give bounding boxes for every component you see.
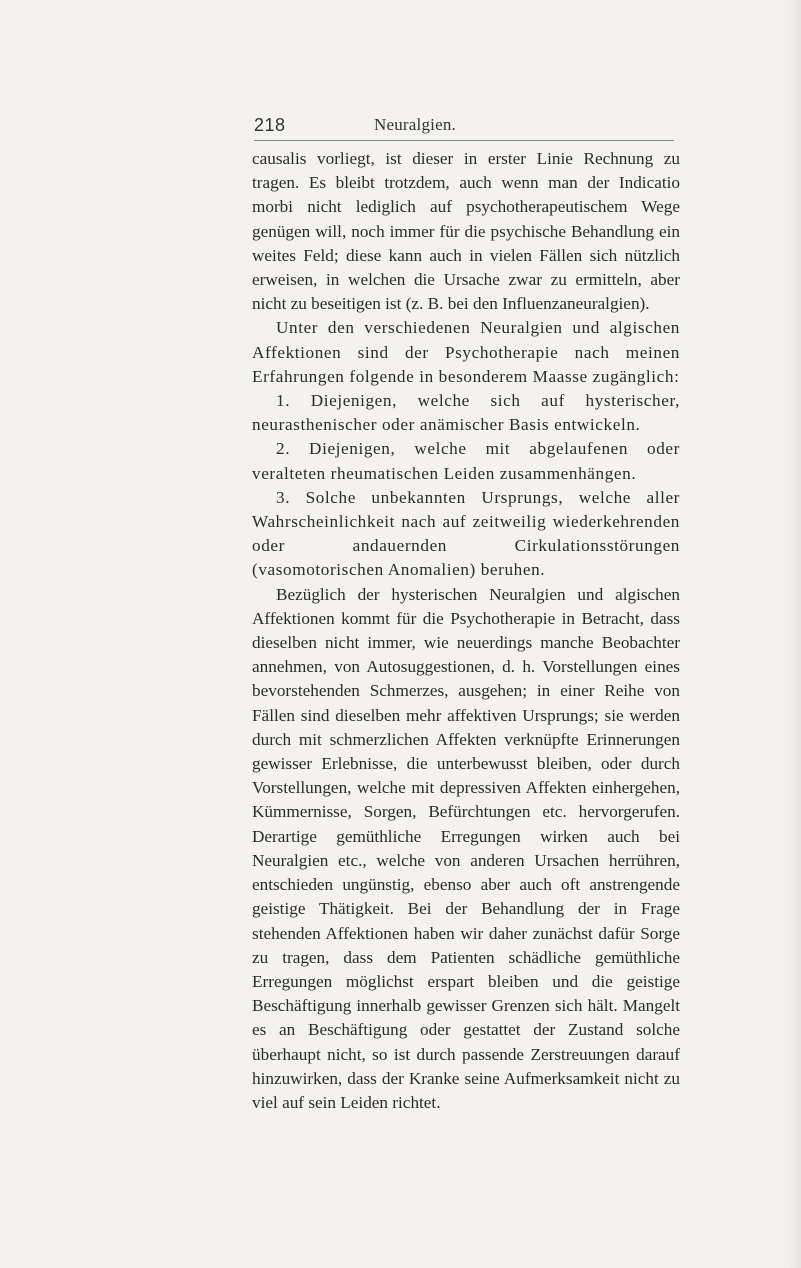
running-title: Neuralgien. [374,115,456,134]
body-text [252,147,680,1115]
running-header [254,115,674,139]
page-number: 218 [254,115,286,135]
page-edge-shadow [787,0,801,1268]
list-item-1: 1. Diejenigen, welche sich auf hysterischer, neurasthenischer oder anämischer Basis entwickeln. [252,391,680,435]
list-item-3: 3. Solche unbekannten Ursprungs, welche aller Wahrscheinlichkeit nach auf zeitweilig wiederkehrenden oder andauernden Cirkulationsstörungen (vasomotorischen Anomalien) beruhen. [252,487,680,580]
paragraph-hysterical: Bezüglich der hysterischen Neuralgien und algischen Affektionen kommt für die Psychotherapie in Betracht, dass dieselben nicht immer, wie neuerdings manche Beobachter annehmen, von Autosuggestionen, d. h. Vorstellungen eines bevorstehenden Schmerzes, ausgehen; in einer Reihe von Fällen sind dieselben mehr affektiven Ursprungs; sie werden durch mit schmerzlichen Affekten verknüpfte Erinnerungen gewisser Erlebnisse, die unterbewusst bleiben, oder durch Vorstellungen, welche mit depressiven Affekten einhergehen, Kümmernisse, Sorgen, Befürchtungen etc. hervorgerufen. Derartige gemüthliche Erregungen wirken auch bei Neuralgien etc., welche von anderen Ursachen herrühren, entschieden ungünstig, ebenso aber auch oft anstrengende geistige Thätigkeit. Bei der Behandlung der in Frage stehenden Affektionen haben wir daher zunächst dafür Sorge zu tragen, dass dem Patienten schädliche gemüthliche Erregungen möglichst erspart bleiben und die geistige Beschäftigung innerhalb gewisser Grenzen sich hält. Mangelt es an Beschäftigung oder gestattet der Zustand solche überhaupt nicht, so ist durch passende Zerstreuungen darauf hinzuwirken, dass der Kranke seine Aufmerksamkeit nicht zu viel auf sein Leiden richtet. [252,584,680,1112]
paragraph-intro: Unter den verschiedenen Neuralgien und algischen Affektionen sind der Psychotherapie nach meinen Erfahrungen folgende in besonderem Maasse zugänglich: [252,318,680,386]
header-rule [254,140,674,141]
paragraph-continuation: causalis vorliegt, ist dieser in erster Linie Rechnung zu tragen. Es bleibt trotzdem, auch wenn man der Indicatio morbi nicht lediglich auf psychotherapeutischem Wege genügen will, noch immer für die psychische Behandlung ein weites Feld; diese kann auch in vielen Fällen sich nützlich erweisen, in welchen die Ursache zwar zu ermitteln, aber nicht zu beseitigen ist (z. B. bei den Influenzaneuralgien). [252,149,680,314]
list-item-2: 2. Diejenigen, welche mit abgelaufenen oder veralteten rheumatischen Leiden zusammenhängen. [252,439,680,483]
